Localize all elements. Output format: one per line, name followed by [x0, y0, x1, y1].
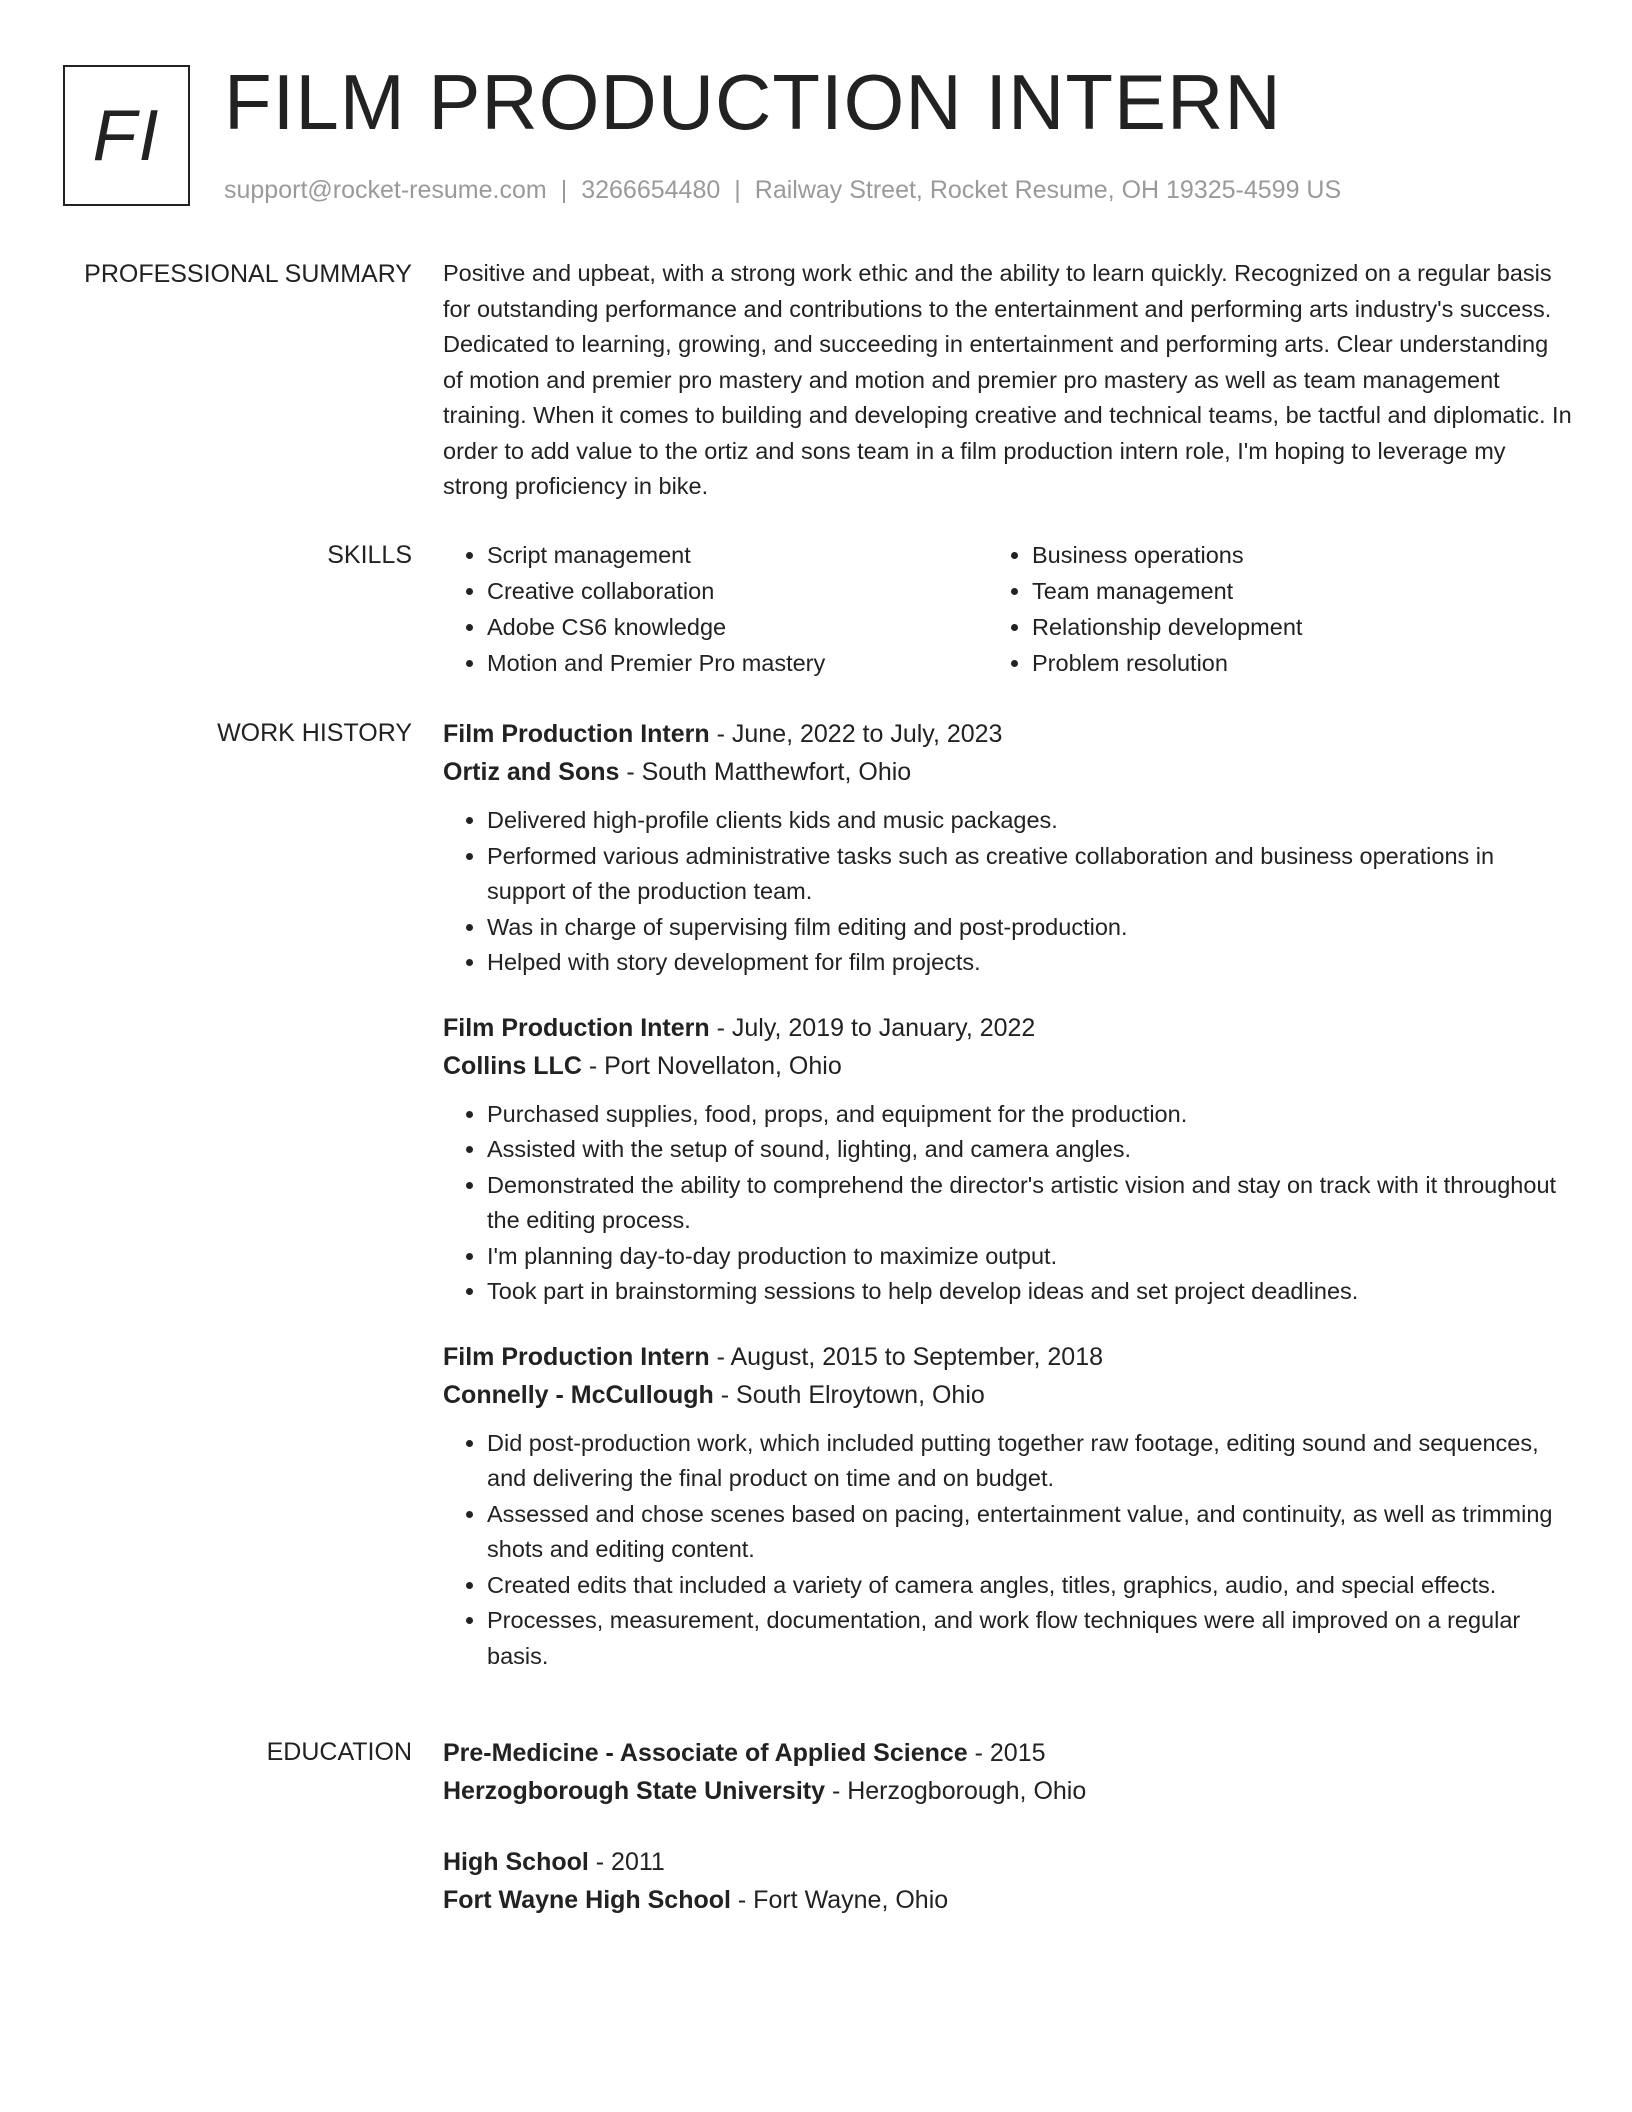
job-title-line: [443, 1009, 1573, 1047]
job-bullets: [443, 1426, 1573, 1675]
contact-address: Railway Street, Rocket Resume, OH 19325-4599 US: [754, 176, 1342, 204]
education-degree-line: [443, 1843, 1573, 1881]
candidate-name: FILM PRODUCTION INTERN: [224, 58, 1282, 146]
skill-item: • Script management: [487, 537, 988, 573]
education-school-line: [443, 1881, 1573, 1919]
job-bullets: [443, 803, 1573, 981]
education-school: Herzogborough State University: [443, 1777, 825, 1805]
job-dates: - July, 2019 to January, 2022: [709, 1013, 1036, 1042]
job-location: - South Elroytown, Ohio: [713, 1380, 985, 1409]
job-company-line: [443, 1376, 1573, 1414]
job-entry: [443, 1009, 1573, 1310]
skill-item: • Relationship development: [1032, 609, 1533, 645]
job-bullet: • Demonstrated the ability to comprehend the director's artistic vision and stay on track with it throughout the editing process.: [487, 1168, 1573, 1239]
job-bullet: • I'm planning day-to-day production to maximize output.: [487, 1239, 1573, 1275]
job-company-line: [443, 1047, 1573, 1085]
work-history-heading: WORK HISTORY: [217, 719, 412, 747]
job-bullet: • Did post-production work, which included putting together raw footage, editing sound and sequences, and delivering the final product on time and on budget.: [487, 1426, 1573, 1497]
contact-separator: |: [560, 176, 568, 204]
education-degree: Pre-Medicine - Associate of Applied Science: [443, 1739, 968, 1767]
education-year: - 2015: [967, 1739, 1046, 1767]
contact-separator: |: [734, 176, 741, 204]
education-year: - 2011: [588, 1848, 665, 1876]
job-bullet: • Was in charge of supervising film editing and post-production.: [487, 910, 1573, 946]
job-bullet: • Processes, measurement, documentation, and work flow techniques were all improved on a regular basis.: [487, 1603, 1573, 1674]
education-body: [443, 1734, 1573, 1952]
education-degree: High School: [443, 1848, 589, 1876]
job-title: Film Production Intern: [443, 1013, 710, 1042]
job-bullet: • Assisted with the setup of sound, lighting, and camera angles.: [487, 1132, 1573, 1168]
job-bullet: • Took part in brainstorming sessions to help develop ideas and set project deadlines.: [487, 1274, 1573, 1310]
skill-item: • Business operations: [1032, 537, 1533, 573]
skills-column-right: [988, 537, 1533, 681]
skills-body: [443, 537, 1573, 681]
contact-email: support@rocket-resume.com: [224, 176, 547, 204]
contact-line: [224, 172, 1341, 208]
job-entry: [443, 715, 1573, 981]
job-location: - South Matthewfort, Ohio: [619, 758, 912, 786]
job-bullet: • Helped with story development for film projects.: [487, 945, 1573, 981]
education-entry: [443, 1734, 1573, 1810]
skill-item: • Creative collaboration: [487, 573, 988, 609]
skills-heading: SKILLS: [327, 541, 412, 569]
job-title-line: [443, 715, 1573, 753]
skill-item: • Problem resolution: [1032, 645, 1533, 681]
skills-column-left: [443, 537, 988, 681]
job-company: Ortiz and Sons: [443, 758, 620, 786]
job-bullet: • Purchased supplies, food, props, and equipment for the production.: [487, 1097, 1573, 1133]
skill-item: • Team management: [1032, 573, 1533, 609]
job-entry: [443, 1338, 1573, 1675]
job-bullet: • Delivered high-profile clients kids and music packages.: [487, 803, 1573, 839]
education-entry: [443, 1843, 1573, 1919]
education-school: Fort Wayne High School: [443, 1886, 731, 1914]
summary-text: Positive and upbeat, with a strong work ethic and the ability to learn quickly. Recognized on a regular basis for outstanding performance and contributions to the entertainment and performing arts industry's success. Dedicated to learning, growing, and succeeding in entertainment and performing arts. Clear understanding of motion and premier pro mastery and motion and premier pro mastery as well as team management training. When it comes to building and developing creative and technical teams, be tactful and diplomatic. In order to add value to the ortiz and sons team in a film production intern role, I'm hoping to leverage my strong proficiency in bike.: [443, 260, 1572, 499]
job-title: Film Production Intern: [443, 1342, 710, 1371]
job-dates: - June, 2022 to July, 2023: [709, 720, 1003, 748]
job-location: - Port Novellaton, Ohio: [581, 1051, 842, 1080]
education-location: - Fort Wayne, Ohio: [730, 1886, 949, 1914]
summary-body: [443, 256, 1573, 505]
education-degree-line: [443, 1734, 1573, 1772]
summary-heading: PROFESSIONAL SUMMARY: [84, 260, 412, 288]
job-title-line: [443, 1338, 1573, 1376]
job-bullet: • Assessed and chose scenes based on pacing, entertainment value, and continuity, as well as trimming shots and editing content.: [487, 1497, 1573, 1568]
education-school-line: [443, 1772, 1573, 1810]
job-company-line: [443, 753, 1573, 791]
job-bullet: • Performed various administrative tasks such as creative collaboration and business operations in support of the production team.: [487, 839, 1573, 910]
monogram-box: [63, 65, 190, 206]
contact-phone: 3266654480: [581, 176, 721, 204]
education-heading: EDUCATION: [266, 1738, 412, 1766]
job-bullets: [443, 1097, 1573, 1310]
education-location: - Herzogborough, Ohio: [825, 1777, 1087, 1805]
job-title: Film Production Intern: [443, 720, 710, 748]
job-bullet: • Created edits that included a variety of camera angles, titles, graphics, audio, and special effects.: [487, 1568, 1573, 1604]
job-dates: - August, 2015 to September, 2018: [709, 1342, 1104, 1371]
monogram-initials: FI: [92, 95, 161, 176]
skill-item: • Adobe CS6 knowledge: [487, 609, 988, 645]
skill-item: • Motion and Premier Pro mastery: [487, 645, 988, 681]
job-company: Connelly - McCullough: [443, 1380, 714, 1409]
work-history-body: [443, 715, 1573, 1702]
job-company: Collins LLC: [443, 1051, 582, 1080]
